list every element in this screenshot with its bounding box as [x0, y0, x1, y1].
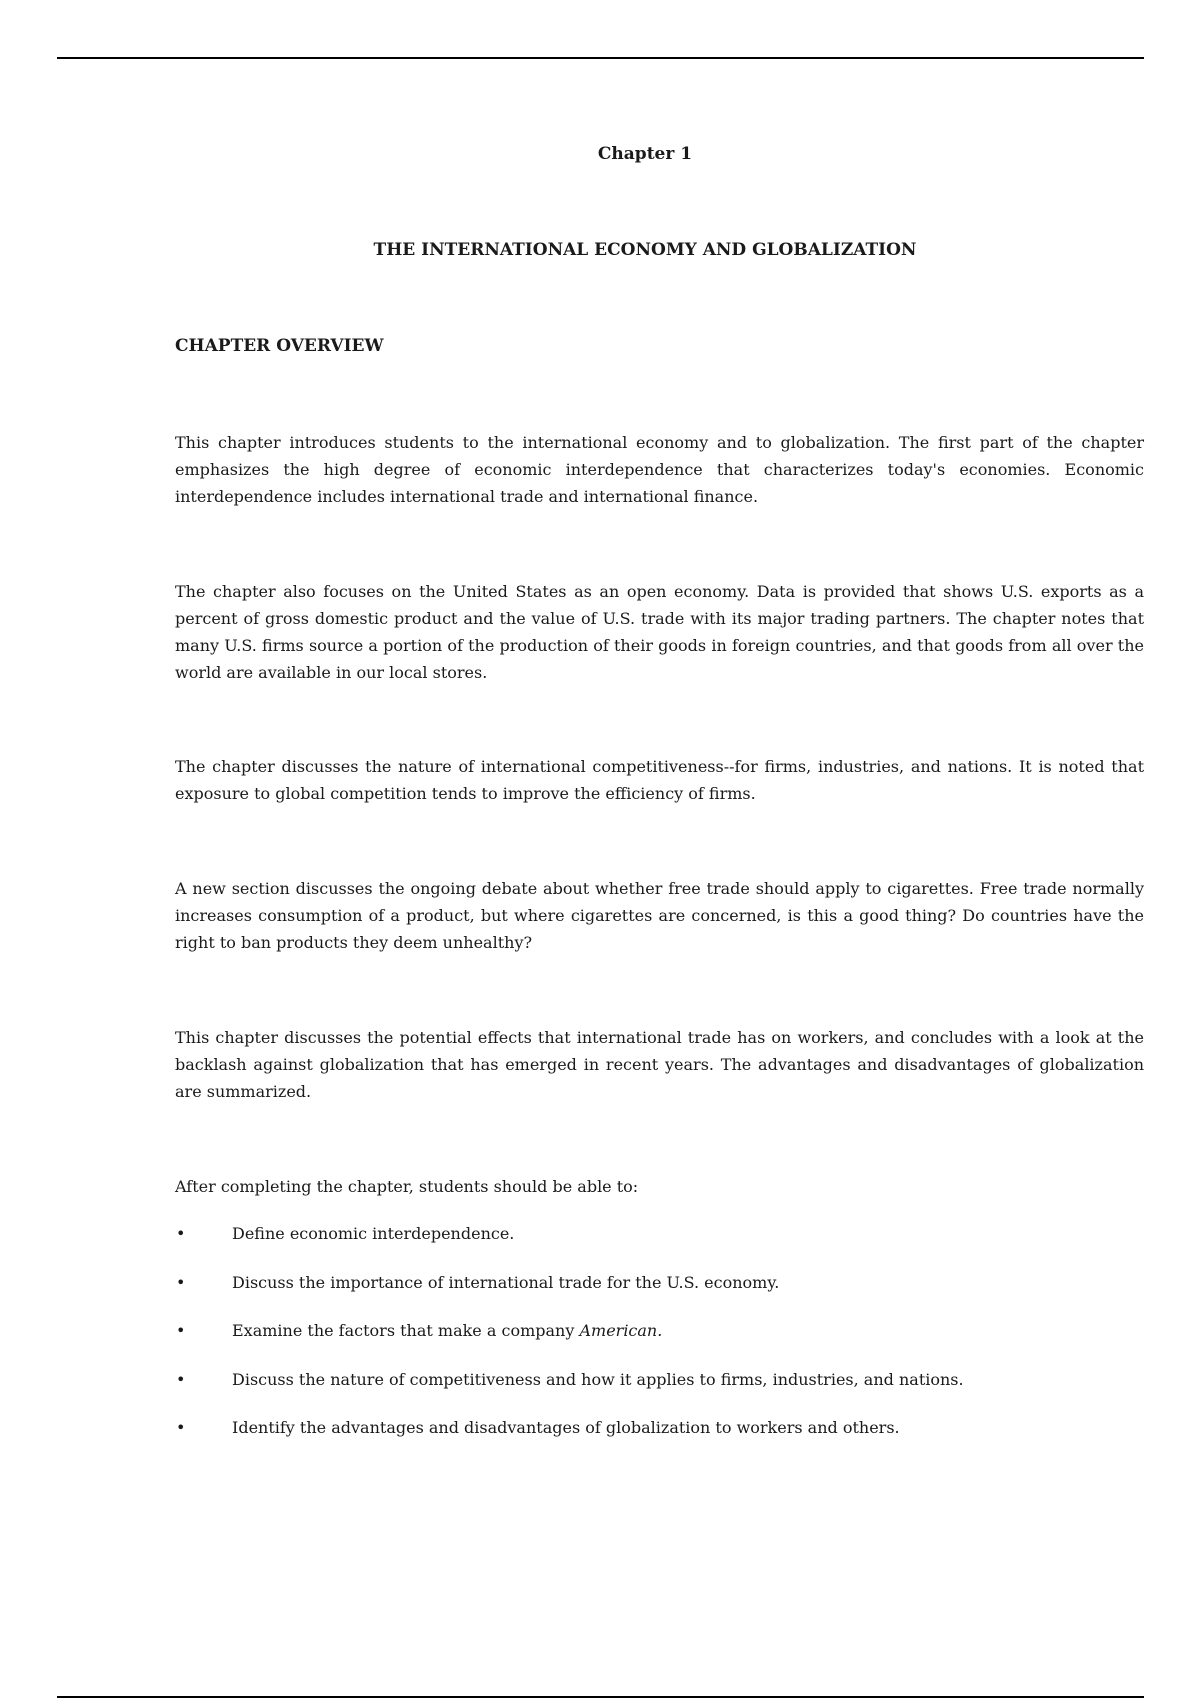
- overview-paragraph-4: A new section discusses the ongoing debate about whether free trade should apply to cigarettes. Free trade normally increases consumption of a product, but where cigarettes are concerned, is this a good thing? Do countries have the right to ban products they deem unhealthy?: [175, 879, 1144, 952]
- overview-paragraph-5: This chapter discusses the potential effects that international trade has on workers, and concludes with a look at the backlash against globalization that has emerged in recent years. The advantages and disadvantages of globalization are summarized.: [175, 1028, 1144, 1101]
- overview-paragraph-2: The chapter also focuses on the United States as an open economy. Data is provided that shows U.S. exports as a percent of gross domestic product and the value of U.S. trade with its major trading partners. The chapter notes that many U.S. firms source a portion of the production of their goods in foreign countries, and that goods from all over the world are available in our local stores.: [175, 582, 1144, 682]
- chapter-label: Chapter 1: [597, 144, 693, 164]
- list-item: [175, 1220, 1144, 1269]
- objective-text: [232, 1317, 662, 1344]
- objectives-lead: After completing the chapter, students should be able to:: [175, 1177, 639, 1196]
- bottom-rule: [57, 1696, 1144, 1698]
- objective-text: Discuss the nature of competitiveness and how it applies to firms, industries, and nations.: [232, 1369, 964, 1389]
- objective-text-main: Examine the factors that make a company: [232, 1321, 580, 1340]
- list-item: [175, 1269, 1144, 1318]
- overview-heading: CHAPTER OVERVIEW: [175, 336, 384, 356]
- list-item: [175, 1414, 1144, 1463]
- list-item: [175, 1317, 1144, 1366]
- bullet-icon: •: [176, 1321, 186, 1340]
- top-rule: [57, 57, 1144, 59]
- objective-text: Discuss the importance of international trade for the U.S. economy.: [232, 1272, 780, 1292]
- objectives-list: [175, 1220, 1144, 1463]
- bullet-icon: •: [176, 1369, 186, 1389]
- list-item: [175, 1366, 1144, 1415]
- overview-paragraph-1: This chapter introduces students to the international economy and to globalization. The first part of the chapter emphasizes the high degree of economic interdependence that characterizes today's economies. Economic interdependence includes international trade and international finance.: [175, 433, 1144, 506]
- overview-paragraph-3: The chapter discusses the nature of international competitiveness--for firms, industries, and nations. It is noted that exposure to global competition tends to improve the efficiency of firms.: [175, 757, 1144, 803]
- chapter-title: THE INTERNATIONAL ECONOMY AND GLOBALIZATION: [373, 240, 917, 260]
- objective-emphasis: American.: [579, 1321, 663, 1340]
- objective-text: Identify the advantages and disadvantages of globalization to workers and others.: [232, 1418, 900, 1437]
- bullet-icon: •: [176, 1272, 186, 1292]
- bullet-icon: •: [176, 1224, 186, 1243]
- bullet-icon: •: [176, 1418, 186, 1437]
- objective-text: Define economic interdependence.: [232, 1224, 515, 1243]
